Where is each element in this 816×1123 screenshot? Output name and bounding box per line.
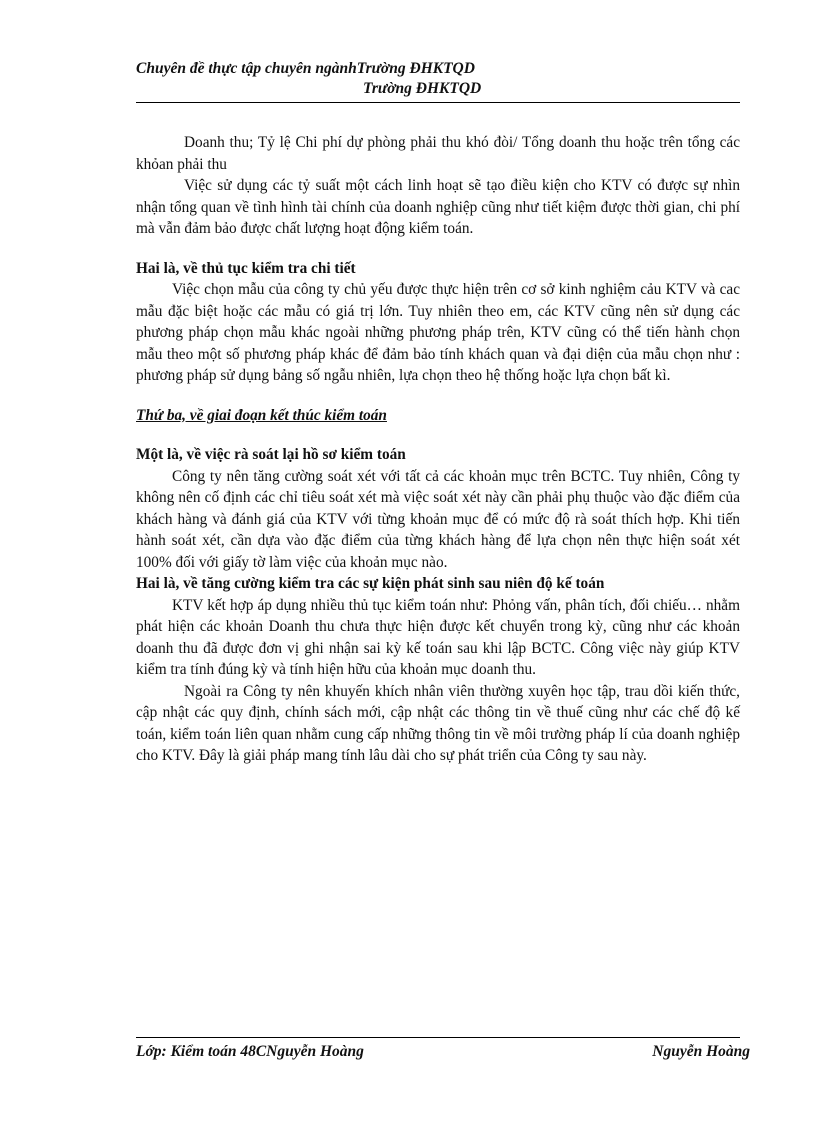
document-body [136, 132, 740, 767]
header-school: Trường ĐHKTQD [363, 80, 482, 97]
paragraph-subsequent-events: KTV kết hợp áp dụng nhiều thủ tục kiểm toán như: Phỏng vấn, phân tích, đối chiếu… nhằm phát hiện các khoản Doanh thu chưa thực hiện được kết chuyển trong kỳ, cũng như các khoản doanh thu đã được đơn vị ghi nhận sai kỳ kế toán sau khi lập BCTC. Công việc này giúp KTV kiểm tra tính đúng kỳ và tính hiện hữu của khoản mục doanh thu. [136, 596, 740, 678]
paragraph-ratio-usage: Việc sử dụng các tỷ suất một cách linh hoạt sẽ tạo điều kiện cho KTV có được sự nhìn nhận tổng quan về tình hình tài chính của doanh nghiệp cũng như tiết kiệm được thời gian, chi phí mà vẫn đảm bảo được chất lượng hoạt động kiểm toán. [136, 177, 740, 237]
footer-divider [136, 1037, 740, 1038]
paragraph-sampling: Việc chọn mẫu của công ty chủ yếu được thực hiện trên cơ sở kinh nghiệm cảu KTV và cac mẫu đặc biệt hoặc các mẫu có giá trị lớn. Tuy nhiên theo em, các KTV cũng nên sử dụng các phương pháp chọn mẫu khác ngoài những phương pháp trên, KTV cũng có thể tiến hành chọn mẫu theo một số phương pháp khác để đảm bảo tính khách quan và đại diện của mẫu chọn như : phương pháp sử dụng bảng số ngẫu nhiên, lựa chọn theo hệ thống hoặc lựa chọn bất kì. [136, 281, 740, 384]
spacer [136, 426, 740, 444]
paragraph-training: Ngoài ra Công ty nên khuyến khích nhân viên thường xuyên học tập, trau dồi kiến thức, cập nhật các quy định, chính sách mới, cập nhật các thông tin về thuế cũng như các chế độ kế toán, kiểm toán liên quan nhằm cung cấp những thông tin về môi trường pháp lí của doanh nghiệp cho KTV. Đây là giải pháp mang tính lâu dài cho sự phát triển của Công ty sau này. [136, 682, 740, 764]
heading-detail-testing: Hai là, về thủ tục kiểm tra chi tiết [136, 259, 356, 277]
heading-file-review: Một là, về việc rà soát lại hồ sơ kiểm toán [136, 446, 406, 463]
footer-author: Nguyễn Hoàng [652, 1043, 750, 1060]
paragraph-revenue-ratio: Doanh thu; Tỷ lệ Chi phí dự phòng phải thu khó đòi/ Tổng doanh thu hoặc trên tổng các khỏan phải thu [136, 134, 740, 173]
heading-subsequent-events: Hai là, về tăng cường kiểm tra các sự kiện phát sinh sau niên độ kế toán [136, 575, 605, 592]
footer-class-author: Lớp: Kiểm toán 48CNguyễn Hoàng [136, 1043, 364, 1060]
header-divider [136, 102, 740, 103]
paragraph-file-review: Công ty nên tăng cường soát xét với tất cả các khoản mục trên BCTC. Tuy nhiên, Công ty không nên cố định các chỉ tiêu soát xét mà việc soát xét này cần phải phụ thuộc vào đặc điểm của khách hàng và đánh giá của KTV với từng khoản mục để có mức độ rà soát thích hợp. Khi tiến hành soát xét, cần dựa vào đặc điểm của từng khách hàng để lựa chọn nên thực hiện soát xét 100% đối với giấy tờ làm việc của khoản mục nào. [136, 467, 740, 571]
section-heading-completion: Thứ ba, về giai đoạn kết thúc kiểm toán [136, 406, 387, 424]
header-title: Chuyên đề thực tập chuyên ngànhTrường ĐHKTQD [136, 60, 475, 77]
spacer [136, 240, 740, 258]
spacer [136, 387, 740, 405]
